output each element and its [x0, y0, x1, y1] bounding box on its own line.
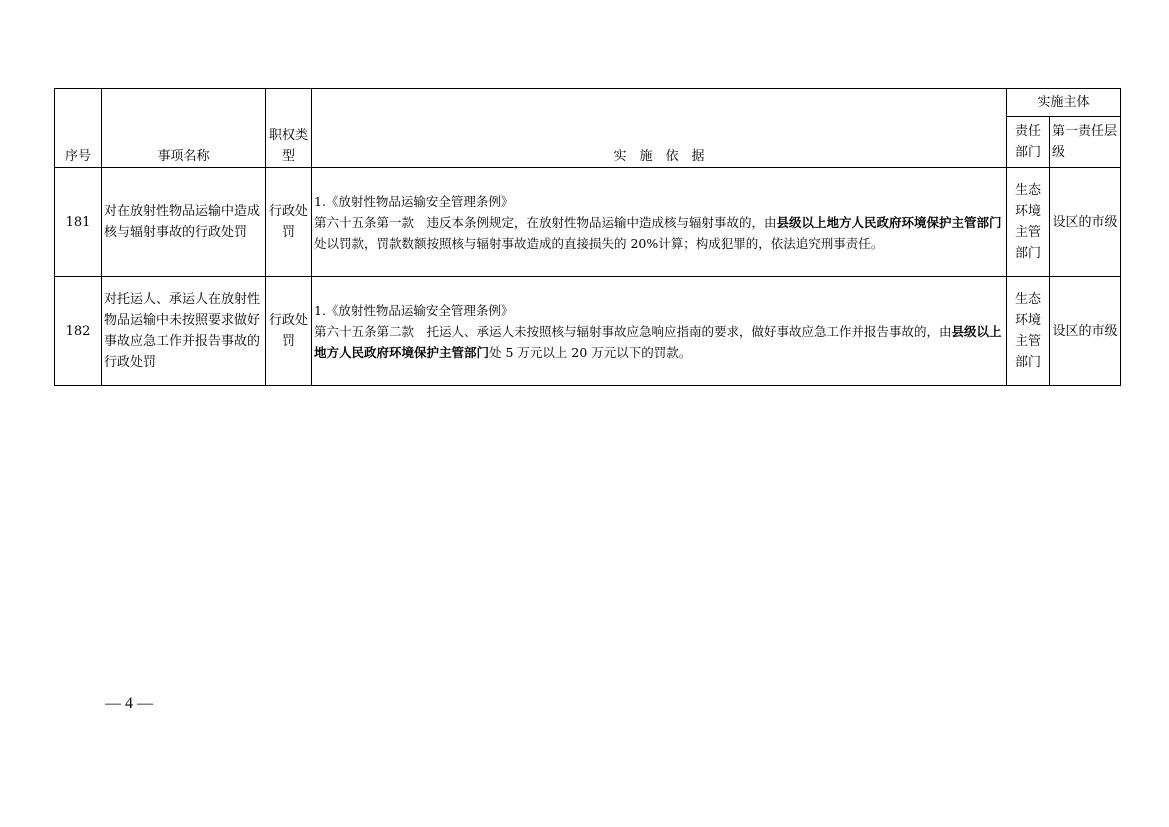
row-type: 行政处罚 [266, 277, 312, 386]
row-item-name: 对托运人、承运人在放射性物品运输中未按照要求做好事故应急工作并报告事故的行政处罚 [102, 277, 266, 386]
row-dept: 生态环境主管部门 [1007, 168, 1050, 277]
law-title: 1.《放射性物品运输安全管理条例》 [314, 302, 514, 318]
article-text-end: 处 5 万元以上 20 万元以下的罚款。 [489, 344, 692, 360]
header-basis: 实 施 依 据 [312, 89, 1007, 168]
law-article [314, 212, 1004, 254]
authority-text: 县级以上地方人民政府环境保护主管部门 [776, 214, 1002, 230]
row-basis [312, 168, 1007, 277]
article-text-end: 处以罚款，罚款数额按照核与辐射事故造成的直接损失的 20%计算；构成犯罪的，依法追究刑事责任。 [314, 235, 884, 251]
enforcement-table [54, 88, 1121, 386]
table-row [55, 277, 1121, 386]
row-basis [312, 277, 1007, 386]
header-seq: 序号 [55, 89, 102, 168]
law-article [314, 321, 1004, 363]
article-text: 第六十五条第一款 违反本条例规定，在放射性物品运输中造成核与辐射事故的，由 [314, 214, 777, 230]
authority-text: 县级以上地方人民政府环境保护主管部门 [314, 323, 1002, 360]
header-row [55, 89, 1121, 117]
row-seq: 181 [55, 168, 102, 277]
header-subject: 实施主体 [1007, 89, 1121, 117]
header-level: 第一责任层级 [1050, 117, 1121, 168]
header-name: 事项名称 [102, 89, 266, 168]
table-row [55, 168, 1121, 277]
page-number: — 4 — [105, 695, 153, 712]
row-type: 行政处罚 [266, 168, 312, 277]
row-level: 设区的市级 [1050, 168, 1121, 277]
header-type: 职权类型 [266, 89, 312, 168]
law-title: 1.《放射性物品运输安全管理条例》 [314, 193, 514, 209]
row-dept: 生态环境主管部门 [1007, 277, 1050, 386]
row-level: 设区的市级 [1050, 277, 1121, 386]
row-seq: 182 [55, 277, 102, 386]
row-item-name: 对在放射性物品运输中造成核与辐射事故的行政处罚 [102, 168, 266, 277]
header-dept: 责任部门 [1007, 117, 1050, 168]
article-text: 第六十五条第二款 托运人、承运人未按照核与辐射事故应急响应指南的要求，做好事故应急工作并报告事故的，由 [314, 323, 952, 339]
